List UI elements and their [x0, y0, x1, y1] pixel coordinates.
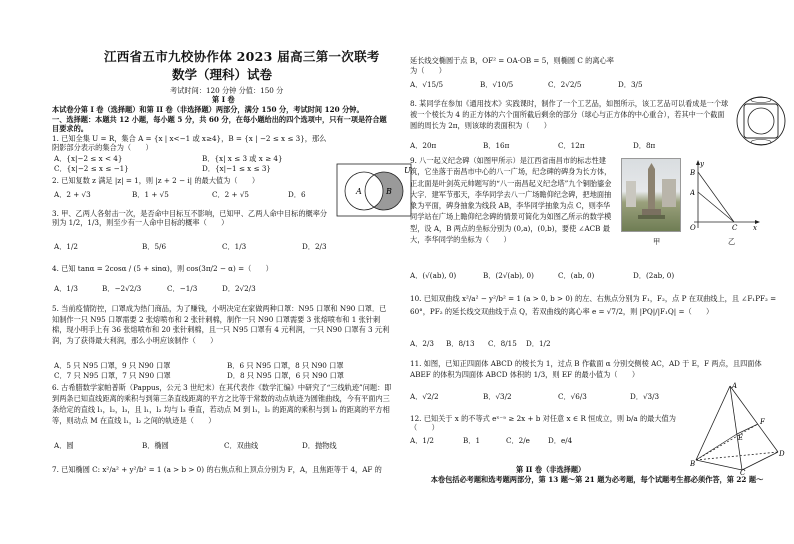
question-10-option-c[interactable]: C．8/15 — [488, 339, 517, 348]
question-8-option-a[interactable]: A．20π — [410, 141, 437, 150]
question-5-option-b[interactable]: B．6 只 N95 口罩，8 只 N90 口罩 — [227, 361, 344, 370]
vertex-b-label: B — [690, 460, 696, 468]
question-11-option-c[interactable]: C．√6/3 — [558, 392, 587, 401]
question-12-option-c[interactable]: C．2/e — [506, 436, 530, 445]
question-5-option-c[interactable]: C．7 只 N95 口罩，7 只 N90 口罩 — [54, 371, 171, 380]
monument-base — [642, 209, 661, 215]
part1-label: 第 I 卷 — [212, 95, 235, 104]
question-4-option-d[interactable]: D．2√2/3 — [222, 284, 256, 293]
question-5-stem: 5. 当前疫情防控，口罩成为热门商品，为了赚钱，小明决定在家做两种口罩：N95 口罩和 N90 口罩．已知制作一只 N95 口罩需要 2 张熔喷布和 2 张针刺棉，制作一只 N90 口罩需要 3 张熔喷布和 1 张针刺棉，现小明手上有 36 张熔喷布和 20 张针刺棉，且一只 N95 口罩有 4 元利润，一只 N90 口罩有 3 元利润，为了获得最大利润，那么小明应该制作（ ） — [52, 304, 390, 345]
venn-label-a: A — [356, 187, 362, 196]
question-1-option-c[interactable]: C．{x|−2 ≤ x ≤ −1} — [54, 164, 129, 173]
question-4-option-c[interactable]: C．−1/3 — [167, 284, 198, 293]
section1-heading: 一、选择题：本题共 12 小题，每小题 5 分，共 60 分，在每小题给出的四个选项中，只有一项是符合题目要求的。 — [52, 115, 387, 133]
tetrahedron-figure — [690, 380, 785, 475]
question-9-option-d[interactable]: D．(2ab, 0) — [633, 271, 675, 280]
edge-bd — [696, 452, 778, 460]
point-b-label: B — [690, 169, 696, 177]
edge-cd — [742, 452, 778, 470]
question-8-option-c[interactable]: C．12π — [558, 141, 585, 150]
point-c-label: C — [732, 224, 738, 232]
question-5-option-a[interactable]: A．5 只 N95 口罩，9 只 N90 口罩 — [54, 361, 171, 370]
question-3-option-a[interactable]: A．1/2 — [54, 242, 78, 251]
venn-label-b: B — [386, 187, 392, 196]
question-4-stem: 4. 已知 tanα = 2cosα / (5 + sinα)，则 cos(3π/2 − α) =（ ） — [52, 264, 273, 273]
question-7-option-a[interactable]: A．√15/5 — [410, 80, 444, 89]
exam-title: 江西省五市九校协作体 2023 届高三第一次联考 — [104, 49, 380, 64]
question-3-option-c[interactable]: C．1/3 — [222, 242, 247, 251]
venn-diagram — [336, 163, 414, 219]
monument-shaft — [648, 169, 655, 209]
question-2-option-b[interactable]: B．1 + √5 — [132, 190, 169, 199]
line-bc — [698, 172, 734, 222]
background-building — [626, 181, 636, 207]
question-5-option-d[interactable]: D．8 只 N95 口罩，6 只 N90 口罩 — [227, 371, 344, 380]
question-11-option-d[interactable]: D．√3/3 — [630, 392, 660, 401]
question-4-option-a[interactable]: A．1/3 — [54, 284, 78, 293]
question-9-option-a[interactable]: A．(√(ab), 0) — [410, 271, 457, 280]
question-3-option-b[interactable]: B．5/6 — [142, 242, 167, 251]
bottom-cap — [751, 140, 771, 145]
edge-ad — [730, 386, 778, 452]
question-2-option-a[interactable]: A．2 + √3 — [54, 190, 91, 199]
question-12-option-b[interactable]: B．1 — [463, 436, 481, 445]
question-7-option-b[interactable]: B．√10/5 — [480, 80, 514, 89]
exam-info: 考试时间：120 分钟 分值：150 分 — [170, 86, 284, 95]
cube-face — [744, 104, 778, 138]
question-7-option-d[interactable]: D．3/5 — [618, 80, 643, 89]
question-2-option-d[interactable]: D．6 — [288, 190, 306, 199]
figure-yi-label: 乙 — [728, 237, 736, 246]
point-a-label: A — [690, 189, 696, 197]
question-11-option-b[interactable]: B．√3/2 — [483, 392, 512, 401]
point-f-label: F — [760, 418, 765, 426]
question-12-stem: 12. 已知关于 x 的不等式 eˣ⁻ᵃ ≥ 2x + b 对任意 x ∈ R 恒成立，则 b/a 的最大值为（ ） — [410, 414, 676, 432]
question-3-stem: 3. 甲、乙两人各射击一次，是否命中目标互不影响，已知甲、乙两人命中目标的概率分别为 1/2，1/3，则至少有一人命中目标的概率（ ） — [52, 209, 328, 227]
question-2-stem: 2. 已知复数 z 满足 |z| = 1，则 |z + 2 − i| 的最大值为（ ） — [52, 176, 260, 185]
vertex-a-label: A — [732, 382, 738, 390]
question-12-option-a[interactable]: A．1/2 — [410, 436, 434, 445]
question-10-option-a[interactable]: A．2/3 — [410, 339, 434, 348]
vertex-d-label: D — [779, 450, 785, 458]
question-1-option-a[interactable]: A．{x|−2 ≤ x < 4} — [54, 154, 123, 163]
question-8-stem: 8. 某同学在参加《通用技术》实践课时，制作了一个工艺品，如图所示，该工艺品可以看成是一个球被一个棱长为 4 的正方体的六个面所截后剩余的部分（球心与正方体的中心重合），若其中一个截面圆的周长为 2π，则该球的表面积为（ ） — [410, 99, 729, 130]
y-axis-label: y — [700, 160, 704, 168]
top-cap — [751, 98, 771, 103]
vertex-c-label: C — [740, 469, 746, 475]
question-1-option-d[interactable]: D．{x|−1 ≤ x ≤ 3} — [202, 164, 271, 173]
question-10-option-b[interactable]: B．8/13 — [446, 339, 475, 348]
question-11-option-a[interactable]: A．√2/2 — [410, 392, 439, 401]
question-6-option-c[interactable]: C．双曲线 — [224, 441, 259, 450]
figure-jia-label: 甲 — [653, 237, 661, 246]
question-6-stem: 6. 古希腊数学家帕普斯（Pappus，公元 3 世纪末）在其代表作《数学汇编》中研究了“三线轨迹”问题：即到两条已知直线距离的乘积与到第三条直线距离的平方之比等于常数的动点轨迹为圆锥曲线，今有平面内三条给定的直线 l₁，l₂，l₃，且 l₁，l₂ 均与 l₃ 垂直，若动点 M 到 l₁，l₂ 的距离的乘积与到 l₃ 的距离的平方相等，则动点 M 在直线 l₁，l₂ 之间的轨迹是（ ） — [52, 383, 392, 425]
question-9-option-c[interactable]: C．(ab, 0) — [558, 271, 595, 280]
question-9-option-b[interactable]: B．(2√(ab), 0) — [483, 271, 534, 280]
intro-text: 本试卷分第 I 卷（选择题）和第 II 卷（非选择题）两部分，满分 150 分，考试时间 120 分钟。 — [52, 105, 364, 114]
edge-ac — [730, 386, 742, 470]
question-3-option-d[interactable]: D．2/3 — [302, 242, 327, 251]
question-7-option-c[interactable]: C．2√2/5 — [548, 80, 582, 89]
x-axis-label: x — [753, 224, 757, 232]
section-ef — [737, 424, 758, 434]
angle-model-figure — [690, 158, 760, 234]
question-11-stem: 11. 如图，已知正四面体 ABCD 的棱长为 1，过点 B 作截面 α 分别交侧棱 AC，AD 于 E，F 两点，且四面体 ABEF 的体积为四面体 ABCD 体积的 1/3，则 EF 的最小值为（ ） — [410, 359, 762, 379]
question-10-stem: 10. 已知双曲线 x²/a² − y²/b² = 1 (a > 0, b > 0) 的左、右焦点分别为 F₁，F₂，点 P 在双曲线上，且 ∠F₁PF₂ = 60°，PF₂ 的延长线交双曲线于点 Q，若双曲线的离心率 e = √7/2，则 |PQ|/|F₁Q| =（ ） — [410, 294, 777, 316]
question-1-option-b[interactable]: B．{x| x ≤ 3 或 x ≥ 4} — [202, 154, 283, 163]
monument-plinth — [638, 215, 665, 219]
sphere-cube-figure — [735, 95, 787, 147]
question-6-option-d[interactable]: D．抛物线 — [302, 441, 337, 450]
background-building — [662, 179, 676, 207]
question-1-stem: 1. 已知全集 U = R，集合 A = {x | x<−1 或 x≥4}，B = {x | −2 ≤ x ≤ 3}，那么阴影部分表示的集合为（ ） — [52, 134, 327, 152]
monument-top — [648, 163, 655, 169]
question-10-option-d[interactable]: D．1/2 — [526, 339, 551, 348]
question-8-option-d[interactable]: D．8π — [633, 141, 656, 150]
edge-bc — [696, 460, 742, 470]
question-7-continued: 延长线交椭圆于点 B，OF² = OA·OB = 5，则椭圆 C 的离心率为（ ） — [410, 56, 614, 75]
question-4-option-b[interactable]: B．−2√2/3 — [102, 284, 142, 293]
question-9-stem: 9. 八一起义纪念碑（如图甲所示）是江西省南昌市的标志性建筑，它坐落于南昌市中心的八一广场，纪念碑的碑身为长方体，正北面是叶剑英元帅题写的“八一南昌起义纪念塔”九个铜胎鎏金大字．建军节那天，李华同学去八一广场瞻仰纪念碑，把地面抽象为平面，碑身抽象为线段 AB，李华同学抽象为点 C，则李华同学站在广场上瞻仰纪念碑的情景可简化为如图乙所示的数学模型，设 A，B 两点的坐标分别为 (0,a)，(0,b)，要使 ∠ACB 最大，李华同学的坐标为（ ） — [410, 156, 612, 245]
origin-label: O — [690, 224, 696, 232]
question-7-stem: 7. 已知椭圆 C: x²/a² + y²/b² = 1 (a > b > 0) 的右焦点和上顶点分别为 F，A，且焦距等于 4，AF 的 — [52, 465, 382, 474]
part2-heading: 第 II 卷（非选择题） — [516, 465, 586, 474]
question-2-option-c[interactable]: C．2 + √5 — [212, 190, 250, 199]
question-8-option-b[interactable]: B．16π — [483, 141, 510, 150]
exam-subtitle: 数学（理科）试卷 — [172, 67, 273, 82]
monument-photo — [621, 158, 681, 232]
question-12-option-d[interactable]: D．e/4 — [548, 436, 573, 445]
question-6-option-a[interactable]: A．圆 — [54, 441, 74, 450]
point-e-label: E — [738, 434, 744, 442]
question-6-option-b[interactable]: B．椭圆 — [142, 441, 169, 450]
part2-note: 本卷包括必考题和选考题两部分，第 13 题～第 21 题为必考题，每个试题考生都必须作答，第 22 题～ — [430, 475, 764, 484]
venn-label-u: U — [404, 166, 411, 175]
